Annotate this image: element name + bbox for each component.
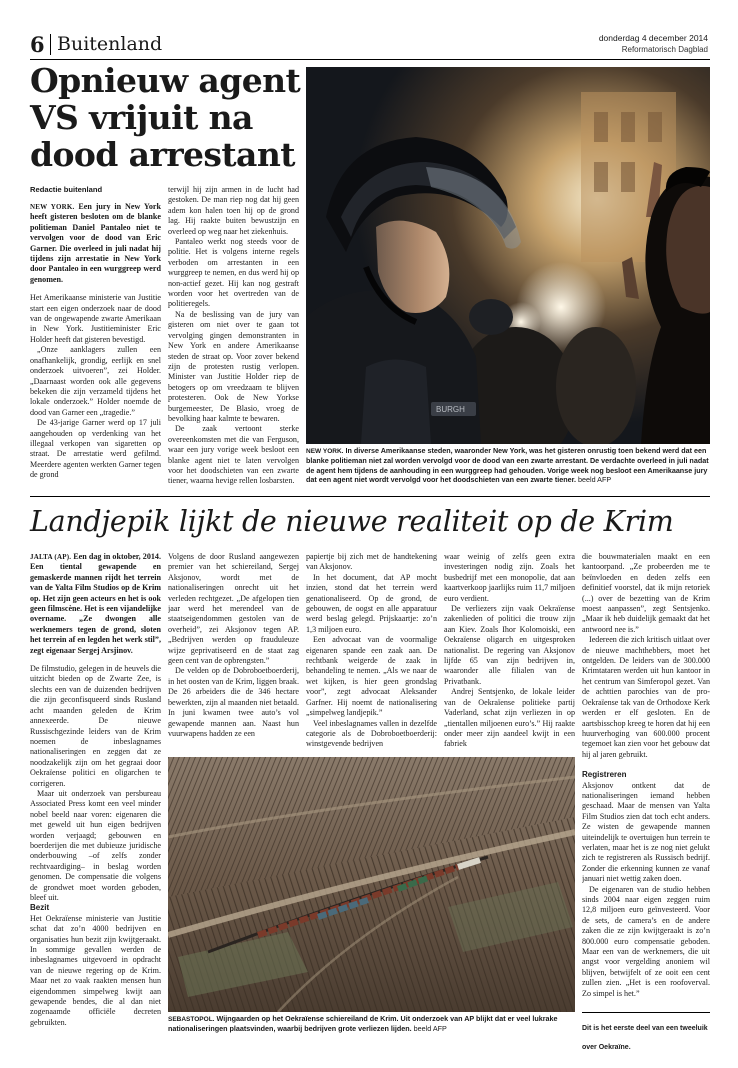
article2-headline: Landjepik lijkt de nieuwe realiteit op de Krim	[30, 505, 674, 538]
paragraph: die bouwmaterialen maakt en een kantoorpand. „Ze probeerden me te beïnvloeden en deden zelfs een definitief voorstel, dat ik mijn retoriek (...) over de bezetting van de Krim moest aanpassen”, zegt Sentsjenko. „Maar ik heb duidelijk gemaakt dat het antwoord nee is.”	[582, 552, 710, 634]
newspaper-name: Reformatorisch Dagblad	[621, 45, 708, 54]
article2-column-5	[582, 552, 710, 1010]
article2-column-1	[30, 552, 161, 1042]
article2-lead: Een dag in oktober, 2014. Een tiental gewapende en gemaskerde mannen rijdt het terrein van de Yalta Film Studios op de Krim op. Het zijn geen acteurs en het is ook geen filmscène. Het is een vijandelijke overname. „Ze dwongen alle werknemers tegen de grond, sloten het terrein af en legden het werk stil”, zegt eigenaar Sergej Arsjinov.	[30, 552, 161, 655]
paragraph: Volgens de door Rusland aangewezen premier van het schiereiland, Sergej Aksjonov, wordt met de nationaliseringen onrecht uit het verleden rechtgezet. „De afgelopen tien jaar werd het merendeel van de staatseigendommen gestolen van de overheid”, zei Aksjonov tegen AP. „Bedrijven werden op frauduleuze wijze geprivatiseerd en de staat zag geen cent van de opbrengsten.”	[168, 552, 299, 666]
headline-line-3: dood arrestant	[30, 135, 295, 174]
paragraph: Het Oekraïense ministerie van Justitie schat dat zo’n 4000 bedrijven en organisaties hun bezit zijn kwijtgeraakt. In sommige gevallen werden de inbeslagnames uitgevoerd in opdracht van de nieuwe regering op de Krim. Maar net zo vaak raakten mensen hun eigendommen simpelweg kwijt aan gewapende bendes, die al dan niet zogenaamde officiële decreten gebruikten.	[30, 913, 161, 1027]
paragraph: terwijl hij zijn armen in de lucht had gestoken. De man riep nog dat hij geen adem kon halen toen hij op de grond lag. Hij raakte buiten bewustzijn en overleed op weg naar het ziekenhuis.	[168, 185, 299, 236]
subheading-bezit: Bezit	[30, 903, 50, 913]
dateline: NEW YORK.	[30, 203, 75, 211]
caption-text: In diverse Amerikaanse steden, waaronder New York, was het gisteren onrustig toen bekend werd dat een blanke politieman niet zal worden vervolgd voor de dood van een zwarte arrestant. De verdachte overleed in juli nadat de agent hem tijdens de aanhouding in een wurggreep had gehouden. Vorige week nog besloot een Amerikaanse jury dat een agent niet wordt vervolgd voor het doodschieten van een zwarte tiener.	[306, 446, 709, 485]
paragraph: De verliezers zijn vaak Oekraïense zakenlieden of politici die trouw zijn aan Kiev. Zoals Ihor Kolomoiski, een Oekraïense oligarch en uitgesproken nationalist. De regering van Aksjonov lijfde 65 van zijn bedrijven in, waaronder alle filialen van de Privatbank.	[444, 604, 575, 686]
paragraph: Andrej Sentsjenko, de lokale leider van de Oekraïense politieke partij Vaderland, schat zijn verliezen in op „tientallen miljoenen euro’s.” Hij raakte onder meer zijn aandeel kwijt in een fabriek	[444, 687, 575, 749]
article1-byline: Redactie buitenland	[30, 185, 103, 194]
article2-caption	[168, 1014, 575, 1034]
section-title: Buitenland	[57, 33, 163, 55]
article1-column-1	[30, 202, 161, 494]
caption-credit: beeld AFP	[578, 475, 612, 485]
article2-column-4	[444, 552, 575, 757]
paragraph: Iedereen die zich kritisch uitlaat over de nieuwe machthebbers, moet het ontgelden. De leiders van de 300.000 Krimtataren werden uit hun kantoor in het centrum van Simferopol gezet. Van de achttien parochies van de pro-Oekraïense tak van de Orthodoxe Kerk werden er elf gesloten. En de aartsbisschop kreeg te horen dat hij een huurverhoging van 600.000 procent tegemoet kan zien voor het gebouw dat hij al jaren gebruikt.	[582, 635, 710, 759]
series-note-text: Dit is het eerste deel van een tweeluik over Oekraïne.	[582, 1025, 708, 1051]
article1-photo	[306, 67, 710, 444]
paragraph: waar weinig of zelfs geen extra investeringen nodig zijn. Zoals het busbedrijf met een monopolie, dat aan kaartverkoop jaarlijks ruim 11,7 miljoen euro verdient.	[444, 552, 575, 603]
article2-photo	[168, 757, 575, 1012]
paragraph: Veel inbeslagnames vallen in dezelfde categorie als de Dobroboetboerderij: winstgevende bedrijven	[306, 718, 437, 749]
paragraph: De velden op de Dobroboetboerderij, in het oosten van de Krim, liggen braak. De 26 arbeiders die de 346 hectare bewerkten, zijn al maanden niet betaald. In juni kwamen twee auto’s vol gewapende mannen aan. Naast hun vuurwapens hadden ze een	[168, 666, 299, 738]
paragraph: De filmstudio, gelegen in de heuvels die uitzicht bieden op de Zwarte Zee, is slechts een van de duizenden bedrijven die zijn geconfisqueerd sinds Rusland acht maanden geleden de Krim annexeerde. De nieuwe Russischgezinde leiders van de Krim noemen de inbeslagnames nationaliseringen en zeggen dat ze noodzakelijk zijn om het gegraai door Oekraïense politici en oligarchen te corrigeren.	[30, 664, 161, 788]
article-separator	[30, 496, 710, 497]
vineyard-train-photo	[168, 757, 575, 1012]
article1-headline	[30, 62, 305, 173]
caption-text: Wijngaarden op het Oekraïense schiereiland de Krim. Uit onderzoek van AP blijkt dat er veel lukrake nationaliseringen plaatsvinden, waarbij bedrijven grote verliezen lijden.	[168, 1014, 558, 1034]
article1-column-2	[168, 185, 299, 494]
article2-column-3	[306, 552, 437, 757]
paragraph: In het document, dat AP mocht inzien, stond dat het terrein werd genationaliseerd. Op de grond, de gebouwen, de oogst en alle apparatuur werd beslag gelegd. Prijskaartje: zo’n 1,3 miljoen euro.	[306, 572, 437, 634]
riot-police-photo	[306, 67, 710, 444]
subheading-registreren: Registreren	[582, 770, 627, 780]
headline-line-2: VS vrijuit na	[30, 98, 253, 137]
paragraph: Aksjonov ontkent dat de nationaliseringen iemand hebben geschaad. Maar de mensen van Yalta Film Studios zien dat toch echt anders. Ze wisten de gewapende mannen uiteindelijk te overtuigen hun terrein te verlaten, maar het is ze nog niet gelukt zich te registreren als Russisch bedrijf. Zonder die erkenning kunnen ze vanaf januari niet wettig zaken doen.	[582, 780, 710, 884]
header-divider	[50, 34, 51, 55]
caption-place: SEBASTOPOL.	[168, 1016, 215, 1023]
header-rule	[30, 59, 710, 60]
paragraph: De zaak vertoont sterke overeenkomsten met die van Ferguson, waar een jury vorige week besloot een blanke agent niet te laten vervolgen voor het doodschieten van een zwarte tiener, waarna hevige rellen losbarsten.	[168, 424, 299, 486]
paragraph: De 43-jarige Garner werd op 17 juli aangehouden op verdenking van het illegaal verkopen van sigaretten op straat. De arrestatie werd gefilmd. Meerdere agenten werkten Garner tegen de grond	[30, 418, 161, 480]
paragraph: Pantaleo werkt nog steeds voor de politie. Het is volgens interne regels verboden om arrestanten in een wurggreep te nemen, en dus werd hij op non-actief gezet. Hij kan nog gestraft worden voor het overtreden van de politieregels.	[168, 237, 299, 309]
paragraph: Na de beslissing van de jury van gisteren om niet over te gaan tot vervolging gingen demonstranten in New York en andere Amerikaanse steden de straat op. Voor zover bekend zijn de protesten rustig verlopen. Minister van Justitie Holder riep de betogers op om vreedzaam te blijven protesteren. Ook de New Yorkse burgemeester, De Blasio, vroeg de bevolking haar kalmte te bewaren.	[168, 309, 299, 423]
caption-place: NEW YORK.	[306, 448, 344, 455]
paragraph: Maar uit onderzoek van persbureau Associated Press komt een veel minder nobel beeld naar voren: eigenaren die met geweld uit hun eigen bedrijven worden verjaagd; gebouwen en boerderijen die met dubieuze juridische onderbouwing –of zelfs zonder rechtvaardiging– in beslag worden genomen. De compensatie die volgens de grondwet moet worden geboden, bleef uit.	[30, 788, 161, 902]
name-tag-text: BURGH	[436, 405, 465, 414]
page-header	[30, 28, 710, 58]
paragraph: Een advocaat van de voormalige eigenaren spande een zaak aan. De rechtbank weigerde de zaak in behandeling te nemen. „Als we naar de wet kijken, is hier geen grondslag voor”, zegt advocaat Aleksander Garfner. Hij noemt de nationalisering „simpelweg landjepik.”	[306, 635, 437, 718]
issue-date: donderdag 4 december 2014	[598, 33, 708, 43]
paragraph: papiertje bij zich met de handtekening van Aksjonov.	[306, 552, 437, 572]
paragraph: „Onze aanklagers zullen een onafhankelijk, grondig, eerlijk en snel onderzoek uitvoeren”, zei Holder. „Daarnaast worden ook alle gegevens bekeken die zijn verzameld tijdens het lokale onderzoek.” Holder noemde de dood van Garner een „tragedie.”	[30, 345, 161, 417]
paragraph: Het Amerikaanse ministerie van Justitie start een eigen onderzoek naar de dood van de ongewapende zwarte Amerikaan in New York. Justitieminister Eric Holder heeft dat gisteren bevestigd.	[30, 293, 161, 344]
article1-caption	[306, 446, 710, 485]
headline-line-1: Opnieuw agent	[30, 61, 301, 100]
paragraph: De eigenaren van de studio hebben sinds 2004 naar eigen zeggen ruim 12,8 miljoen euro geïnvesteerd. Voor de sets, de camera’s en de andere zaken die ze zijn kwijtgeraakt is zo’n 800.000 euro compensatie geboden. Maar een van de werknemers, die uit angst voor vergelding anoniem wil blijven, betwijfelt of ze ooit een cent zullen zien. „Het is een roofoverval. Zo simpel is het.”	[582, 884, 710, 998]
article2-column-2	[168, 552, 299, 757]
article1-lead: Een jury in New York heeft gisteren besloten om de blanke politieman Daniel Pantaleo niet te vervolgen voor de dood van Eric Garner. Die overleed in juli nadat hij tijdens zijn arrestatie in New York door Pantaleo in een wurggreep werd genomen.	[30, 202, 161, 284]
dateline: JALTA (AP).	[30, 553, 72, 561]
series-note	[582, 1012, 710, 1053]
caption-credit: beeld AFP	[413, 1024, 447, 1034]
page-number: 6	[30, 32, 45, 57]
